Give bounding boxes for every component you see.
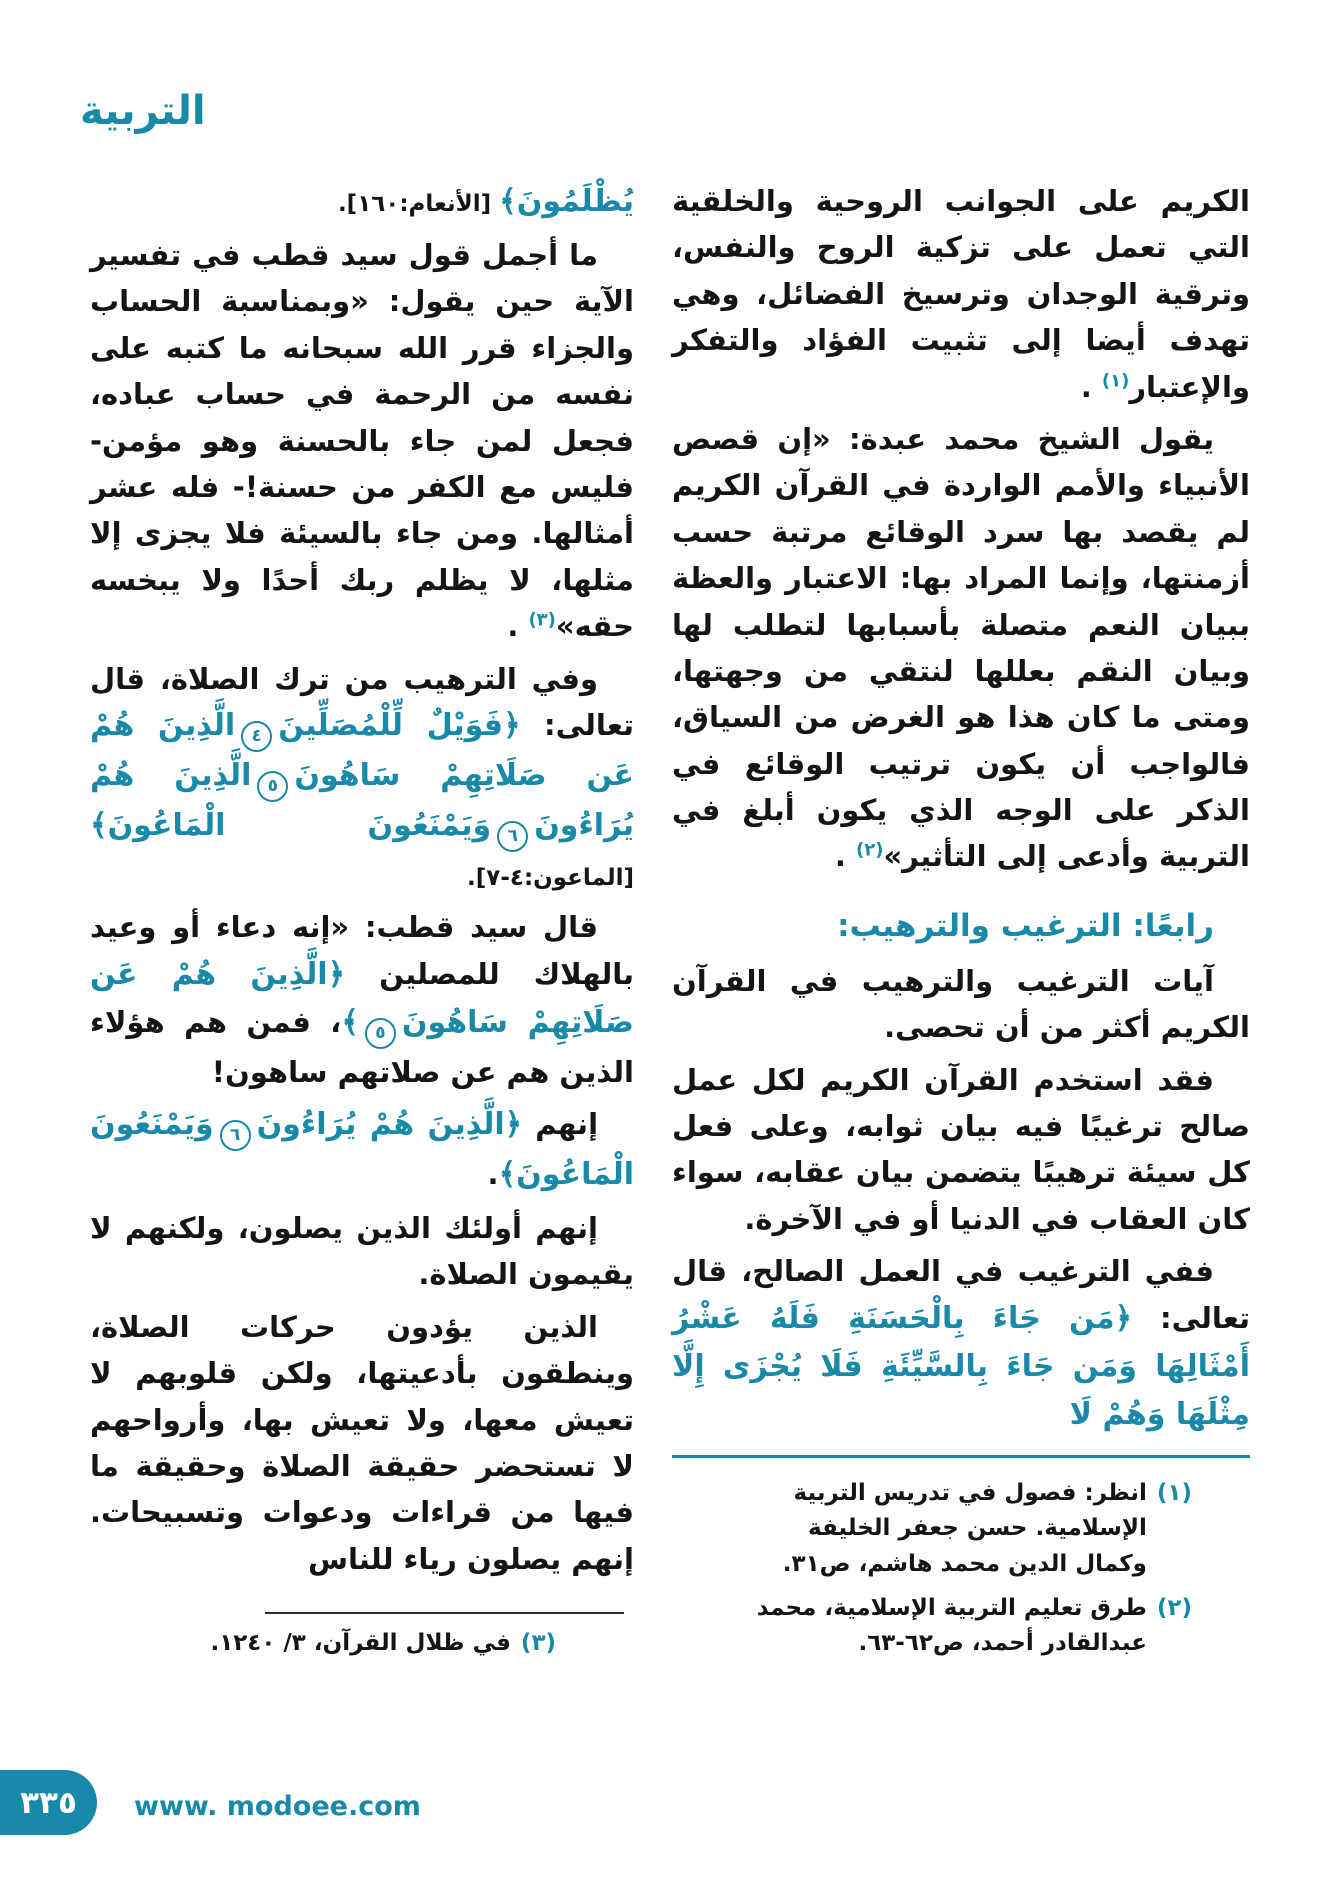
body-text: الكريم على الجوانب الروحية والخلقية التي تعمل على تزكية الروح والنفس، وترقية الوجدان وترسيخ الفضائل، وهي تهدف أيضا إلى تثبيت الفؤاد والتفكر والإعتبار [672,184,1250,404]
right-column [672,178,1250,1670]
footnote [754,1476,1192,1583]
body-text: وفي الترهيب من ترك الصلاة، قال تعالى: [90,661,634,742]
page-number-badge [0,1770,97,1835]
quran-verse: ﴿فَوَيْلٌ لِّلْمُصَلِّينَ [278,707,521,743]
footnote [754,1591,1192,1662]
footnote-number: (٣) [520,1630,556,1657]
footnote [90,1626,556,1662]
website-url: www. modoee.com [134,1791,421,1822]
text-columns [90,178,1250,1670]
body-text: ففي الترغيب في العمل الصالح، قال تعالى: [672,1254,1250,1335]
paragraph: آيات الترغيب والترهيب في القرآن الكريم أكثر من أن تحصى. [672,963,1250,1045]
quran-verse: وَيَمْنَعُونَ الْمَاعُونَ﴾ [90,807,492,843]
body-text: قال سيد قطب: «إنه دعاء أو وعيد بالهلاك للمصلين [90,910,635,991]
ayah-number-badge: ٦ [497,821,528,852]
footnote-marker-1: (١) [1101,369,1130,391]
quran-verse: ﴿الَّذِينَ هُمْ عَن صَلَاتِهِمْ سَاهُونَ [90,956,635,1040]
paragraph [672,1248,1250,1438]
body-text: إنهم [522,1107,599,1142]
ayah-number-badge: ٤ [241,721,272,752]
body-text: . [1080,369,1102,404]
body-text: يقول الشيخ محمد عبدة: «إن قصص الأنبياء والأمم الواردة في القرآن الكريم لم يقصد بها سرد الوقائع مرتبة حسب أزمنتها، وإنما المراد بها: الاعتبار والعظة ببيان النعم متصلة بأسبابها لتطلب لها وبيان النقم بعللها لنتقي من وجهتها، ومتى ما كان هذا هو الغرض من السياق، فالواجب أن يكون ترتيب الوقائع في الذكر على الوجه الذي يكون أبلغ في التربية وأدعى إلى التأثير» [672,421,1250,874]
footnote-number: (١) [1156,1479,1192,1506]
footnotes-left [90,1626,556,1662]
publisher-logo: التربية [80,88,206,134]
paragraph-continuation [90,178,634,226]
ayah-number-badge: ٦ [220,1120,251,1151]
footnote-text: انظر: فصول في تدريس التربية الإسلامية. حسن جعفر الخليفة وكمال الدين محمد هاشم، ص٣١. [782,1479,1147,1577]
verse-reference: [الأنعام:١٦٠]. [337,191,500,217]
paragraph: إنهم أولئك الذين يصلون، ولكنهم لا يقيمون الصلاة. [90,1211,634,1292]
paragraph [90,656,634,899]
ayah-number-badge: ٥ [257,771,288,802]
body-text: ما أجمل قول سيد قطب في تفسير الآية حين يقول: «وبمناسبة الحساب والجزاء قرر الله سبحانه ما كتبه على نفسه من الرحمة في حساب عباده، فجعل لمن جاء بالحسنة وهو مؤمن- فليس مع الكفر من حسنة!- فله عشر أمثالها. ومن جاء بالسيئة فلا يجزى إلا مثلها، لا يظلم ربك أحدًا ولا يبخسه حقه» [90,238,634,644]
paragraph: الذين يؤدون حركات الصلاة، وينطقون بأدعيتها، ولكن قلوبهم لا تعيش معها، ولا تعيش بها، وأرواحهم لا تستحضر حقيقة الصلاة وحقيقة ما فيها من قراءات ودعوات وتسبيحات. إنهم يصلون رياء للناس [90,1309,634,1576]
paragraph [90,232,634,650]
footnotes-right [754,1476,1192,1662]
footnote-marker-2: (٢) [855,839,884,861]
quran-verse: يُظْلَمُونَ﴾ [499,184,634,219]
quran-verse: ﴾ [341,1004,359,1040]
quran-verse: الَّذِينَ هُمْ يُرَاءُونَ [90,757,634,843]
paragraph-continuation [672,178,1250,410]
quran-verse: وَيَمْنَعُونَ الْمَاعُونَ﴾ [90,1107,634,1193]
paragraph [672,416,1250,880]
footnote-separator [265,1612,624,1614]
body-text: . [834,839,856,874]
footnote-text: طرق تعليم التربية الإسلامية، محمد عبدالقادر أحمد، ص٦٢-٦٣. [756,1594,1147,1657]
body-text: ، فمن هم هؤلاء الذين هم عن صلاتهم ساهون! [90,1004,634,1089]
quran-verse: ﴿مَن جَاءَ بِالْحَسَنَةِ فَلَهُ عَشْرُ أَمْثَالِهَا وَمَن جَاءَ بِالسَّيِّئَةِ فَلَا يُجْزَى إِلَّا مِثْلَهَا وَهُمْ لَا [672,1300,1250,1432]
verse-reference: [الماعون:٤-٧]. [467,864,634,891]
footnote-marker-3: (٣) [528,609,556,631]
section-heading: رابعًا: الترغيب والترهيب: [837,907,1214,944]
ayah-number-badge: ٥ [365,1018,396,1049]
body-text: . [487,1157,499,1192]
quran-verse: ﴿الَّذِينَ هُمْ يُرَاءُونَ [256,1107,523,1143]
body-text: . [507,609,529,644]
left-column [90,178,634,1670]
footnote-text: في ظلال القرآن، ٣/ ١٢٤٠. [210,1630,511,1657]
paragraph [90,904,634,1095]
footnote-separator [672,1455,1250,1458]
paragraph: فقد استخدم القرآن الكريم لكل عمل صالح ترغيبًا فيه بيان ثوابه، وعلى فعل كل سيئة ترهيبًا يتضمن بيان عقابه، سواء كان العقاب في الدنيا أو في الآخرة. [672,1062,1250,1236]
quran-verse: الَّذِينَ هُمْ عَن صَلَاتِهِمْ سَاهُونَ [90,707,634,793]
paragraph [90,1101,634,1199]
page-number: ٣٣٥ [20,1784,77,1821]
footnote-number: (٢) [1156,1594,1192,1621]
